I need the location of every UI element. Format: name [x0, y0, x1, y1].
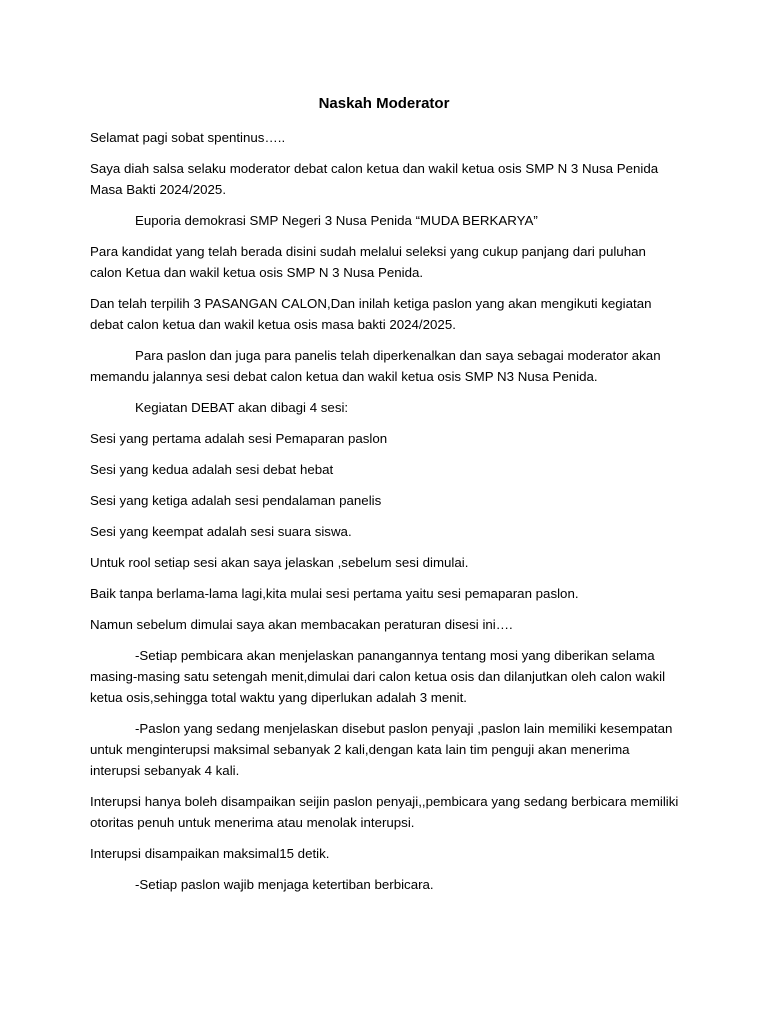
paragraph-first-session: Baik tanpa berlama-lama lagi,kita mulai sesi pertama yaitu sesi pemaparan paslon. [90, 586, 579, 601]
paragraph-session-count: Kegiatan DEBAT akan dibagi 4 sesi: [135, 400, 349, 415]
paragraph-rules-intro: Namun sebelum dimulai saya akan membacakan peraturan disesi ini…. [90, 617, 513, 632]
list-item-session-1: Sesi yang pertama adalah sesi Pemaparan paslon [90, 431, 388, 446]
rule-interruption-permission: Interupsi hanya boleh disampaikan seijin paslon penyaji,,pembicara yang sedang berbicara memiliki otoritas penuh untuk menerima atau menolak interupsi. [90, 794, 679, 830]
paragraph-introduction: Saya diah salsa selaku moderator debat calon ketua dan wakil ketua osis SMP N 3 Nusa Penida Masa Bakti 2024/2025. [90, 161, 659, 197]
list-item-session-4: Sesi yang keempat adalah sesi suara siswa. [90, 524, 352, 539]
paragraph-session-rules-note: Untuk rool setiap sesi akan saya jelaskan ,sebelum sesi dimulai. [90, 555, 469, 570]
paragraph-selected-pairs: Dan telah terpilih 3 PASANGAN CALON,Dan inilah ketiga paslon yang akan mengikuti kegiatan debat calon ketua dan wakil ketua osis masa bakti 2024/2025. [90, 296, 652, 332]
document-body [90, 127, 680, 905]
page-title: Naskah Moderator [318, 95, 450, 112]
list-item-session-3: Sesi yang ketiga adalah sesi pendalaman panelis [90, 493, 382, 508]
paragraph-moderator-role: Para paslon dan juga para panelis telah diperkenalkan dan saya sebagai moderator akan memandu jalannya sesi debat calon ketua dan wakil ketua osis SMP N3 Nusa Penida. [90, 348, 661, 384]
rule-interruptions: -Paslon yang sedang menjelaskan disebut paslon penyaji ,paslon lain memiliki kesempatan untuk menginterupsi maksimal sebanyak 2 kali,dengan kata lain tim penguji akan menerima interupsi sebanyak 4 kali. [90, 721, 673, 778]
paragraph-event-name: Euporia demokrasi SMP Negeri 3 Nusa Penida “MUDA BERKARYA” [135, 213, 538, 228]
rule-orderly-speaking: -Setiap paslon wajib menjaga ketertiban berbicara. [135, 877, 434, 892]
rule-speaking-time: -Setiap pembicara akan menjelaskan panangannya tentang mosi yang diberikan selama masing-masing satu setengah menit,dimulai dari calon ketua osis dan dilanjutkan oleh calon wakil ketua osis,sehingga total waktu yang diperlukan adalah 3 menit. [90, 648, 666, 705]
paragraph-greeting: Selamat pagi sobat spentinus….. [90, 130, 286, 145]
paragraph-candidates: Para kandidat yang telah berada disini sudah melalui seleksi yang cukup panjang dari puluhan calon Ketua dan wakil ketua osis SMP N 3 Nusa Penida. [90, 244, 646, 280]
list-item-session-2: Sesi yang kedua adalah sesi debat hebat [90, 462, 334, 477]
rule-interruption-duration: Interupsi disampaikan maksimal15 detik. [90, 846, 330, 861]
